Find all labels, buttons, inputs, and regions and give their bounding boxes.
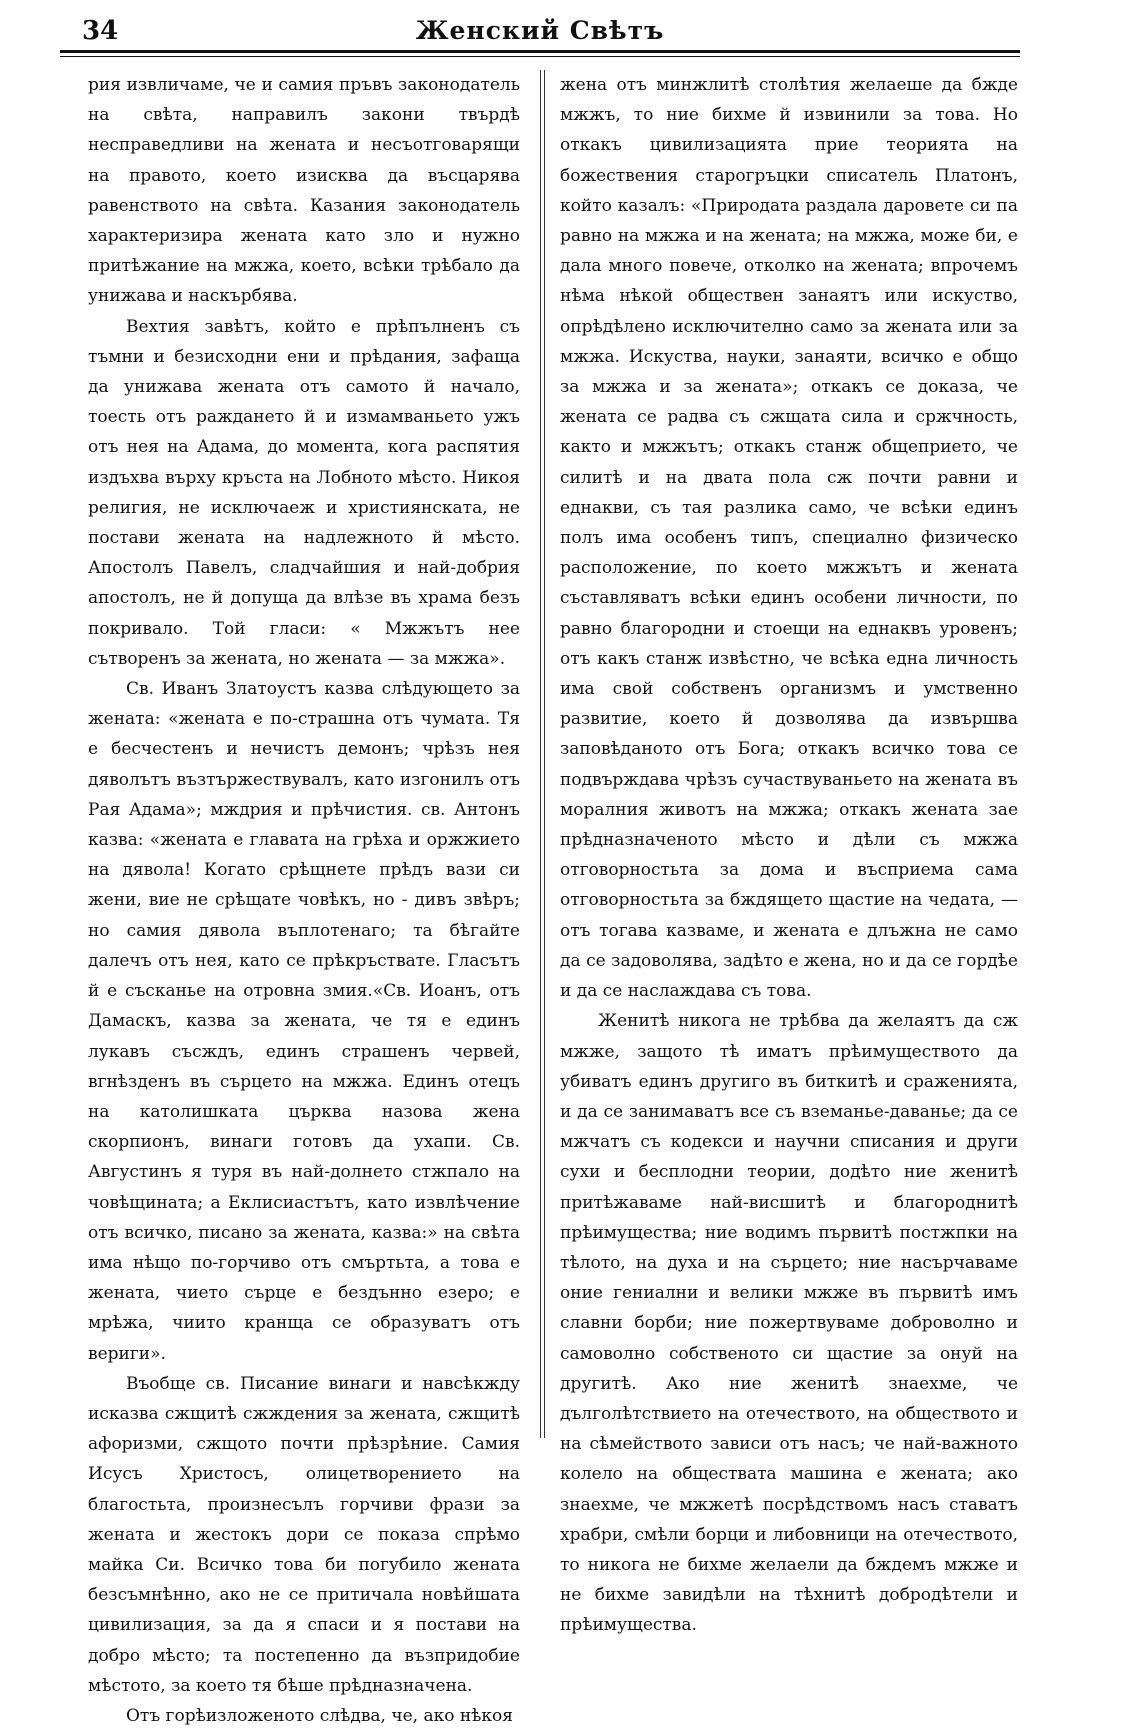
page-number: 34: [82, 16, 119, 46]
left-paragraph-4: Въобще св. Писание винаги и навсѣкжду исказва сжщитѣ сжждения за жената, сжщитѣ афоризми, сжщото почти прѣзрѣние. Самия Исусъ Христосъ, олицетворението на благостьта, произнесълъ горчиви фрази за жената и жестокъ дори се показа спрѣмо майка Си. Всичко това би погубило жената безсъмнѣнно, ако не се притичала новѣйшата цивилизация, за да я спаси и я постави на добро мѣсто; та постепенно да възпридобие мѣстото, за което тя бѣше прѣдназначена.: [88, 1373, 520, 1696]
column-divider-second: [544, 70, 545, 1438]
right-paragraph-2: Женитѣ никога не трѣбва да желаятъ да сж мжже, защото тѣ иматъ прѣимуществото да убиватъ единъ другиго въ биткитѣ и сраженията, и да се занимаватъ все съ вземанье-даванье; да се мжчатъ съ кодекси и научни списания и други сухи и бесплодни теории, додѣто ние женитѣ притѣжаваме най-висшитѣ и благороднитѣ прѣимущества; ние водимъ първитѣ постжпки на тѣлото, на духа и на сърцето; ние насърчаваме оние гениални и велики мжже въ първитѣ имъ славни борби; ние пожертвуваме доброволно и самоволно собственото си щастие за онуй на другитѣ. Ако ние женитѣ знаехме, че дълголѣтствието на отечеството, на обществото и на сѣмейството зависи отъ насъ; че най-важното колело на обществата машина е жената; ако знаехме, че мжжетѣ посрѣдствомъ насъ ставатъ храбри, смѣли борци и либовници на отечеството, то никога не бихме желаели да бждемъ мжже и не бихме завидѣли на тѣхнитѣ добродѣтели и прѣимущества.: [560, 1011, 1018, 1636]
right-column: [560, 70, 1018, 1641]
left-paragraph-3: Св. Иванъ Златоустъ казва слѣдующето за жената: «жената е по-страшна отъ чумата. Тя е бесчестенъ и нечистъ демонъ; чрѣзъ нея дяволътъ възтържествувалъ, като изгонилъ отъ Рая Адама»; мждрия и прѣчистия. св. Антонъ казва: «жената е главата на грѣха и оржжието на дявола! Когато срѣщнете прѣдъ вази си жени, вие не срѣщате човѣкъ, но - дивъ звѣръ; но самия дявола въплотенаго; та бѣгайте далечъ отъ нея, като се прѣкръствате. Гласътъ й е съсканье на отровна змия.«Св. Иоанъ, отъ Дамаскъ, казва за жената, че тя е единъ лукавъ съсждъ, единъ страшенъ червей, вгнѣзденъ въ сърцето на мжжа. Единъ отецъ на католишката църква назова жена скорпионъ, винаги готовъ да ухапи. Св. Августинъ я туря въ най-долнето стжпало на човѣщината; а Еклисиастътъ, като извлѣчение отъ всичко, писано за жената, казва:» на свѣта има нѣщо по-горчиво отъ смъртьта, а това е жената, чието сърце е бездънно езеро; е мрѣжа, чиито кранща се образуватъ отъ вериги».: [88, 679, 520, 1364]
right-paragraph-1: жена отъ минжлитѣ столѣтия желаеше да бжде мжжъ, то ние бихме й извинили за това. Но откакъ цивилизацията прие теорията на божествения старогръцки списатель Платонъ, който казалъ: «Природата раздала даровете си па равно на мжжа и на жената; на мжжа, може би, е дала много повече, отколко на жената; впрочемъ нѣма нѣкой обществен занаятъ или искуство, опрѣдѣлено исключително само за жената или за мжжа. Искуства, науки, занаяти, всичко е общо за мжжа и за жената»; откакъ се доказа, че жената се радва съ сжщата сила и сржчность, както и мжжътъ; откакъ станж общеприето, че силитѣ и на двата пола сж почти равни и еднакви, съ тая разлика само, че всѣки единъ полъ има особенъ типъ, специално физическо расположение, по което мжжътъ и жената съставляватъ всѣки единъ особени личности, по равно благородни и стоещи на еднаквъ уровенъ; отъ какъ станж извѣстно, че всѣка една личность има свой собственъ организмъ и умственно развитие, което й дозволява да извършва заповѣданото отъ Бога; откакъ всичко това се подвърждава чрѣзъ сучаствуваньето на жената въ моралния животъ на мжжа; откакъ жената зае прѣдназначеното мѣсто и дѣли съ мжжа отговорностьта за дома и въсприема сама отговорностьта за бждящето щастие на чедата, — отъ тогава казваме, и жената е длъжна не само да се задоволява, задѣто е жена, но и да се гордѣе и да се наслаждава съ това.: [560, 75, 1018, 1002]
left-paragraph-1: рия извличаме, че и самия пръвъ законодатель на свѣта, направилъ закони твърдѣ несправедливи на жената и несъотговарящи на правото, което изисква да въсцарява равенството на свѣта. Казания законодатель характеризира жената като зло и нужно притѣжание на мжжа, което, всѣки трѣбало да унижава и наскърбява.: [88, 75, 520, 307]
left-column: [88, 70, 520, 1731]
header-rule-thick: [60, 50, 1020, 53]
header-rule-thin: [60, 56, 1020, 57]
column-divider: [540, 70, 541, 1438]
left-paragraph-2: Вехтия завѣтъ, който е прѣпълненъ съ тъмни и безисходни ени и прѣдания, зафаща да унижава жената отъ самото й начало, тоесть отъ раждането й и измамваньето ужъ отъ нея на Адама, до момента, кога распятия издъхва върху кръста на Лобното мѣсто. Никоя религия, не исключаеж и християнската, не постави жената на надлежното й мѣсто. Апостолъ Павелъ, сладчайшия и най-добрия апостолъ, не й допуща да влѣзе въ храма безъ покривало. Той гласи: « Мжжътъ нее сътворенъ за жената, но жената — за мжжа».: [88, 316, 520, 669]
page-header: [60, 14, 1020, 48]
left-paragraph-5: Отъ горѣизложеното слѣдва, че, ако нѣкоя: [126, 1705, 514, 1726]
journal-title: Женский Свѣтъ: [415, 16, 665, 45]
